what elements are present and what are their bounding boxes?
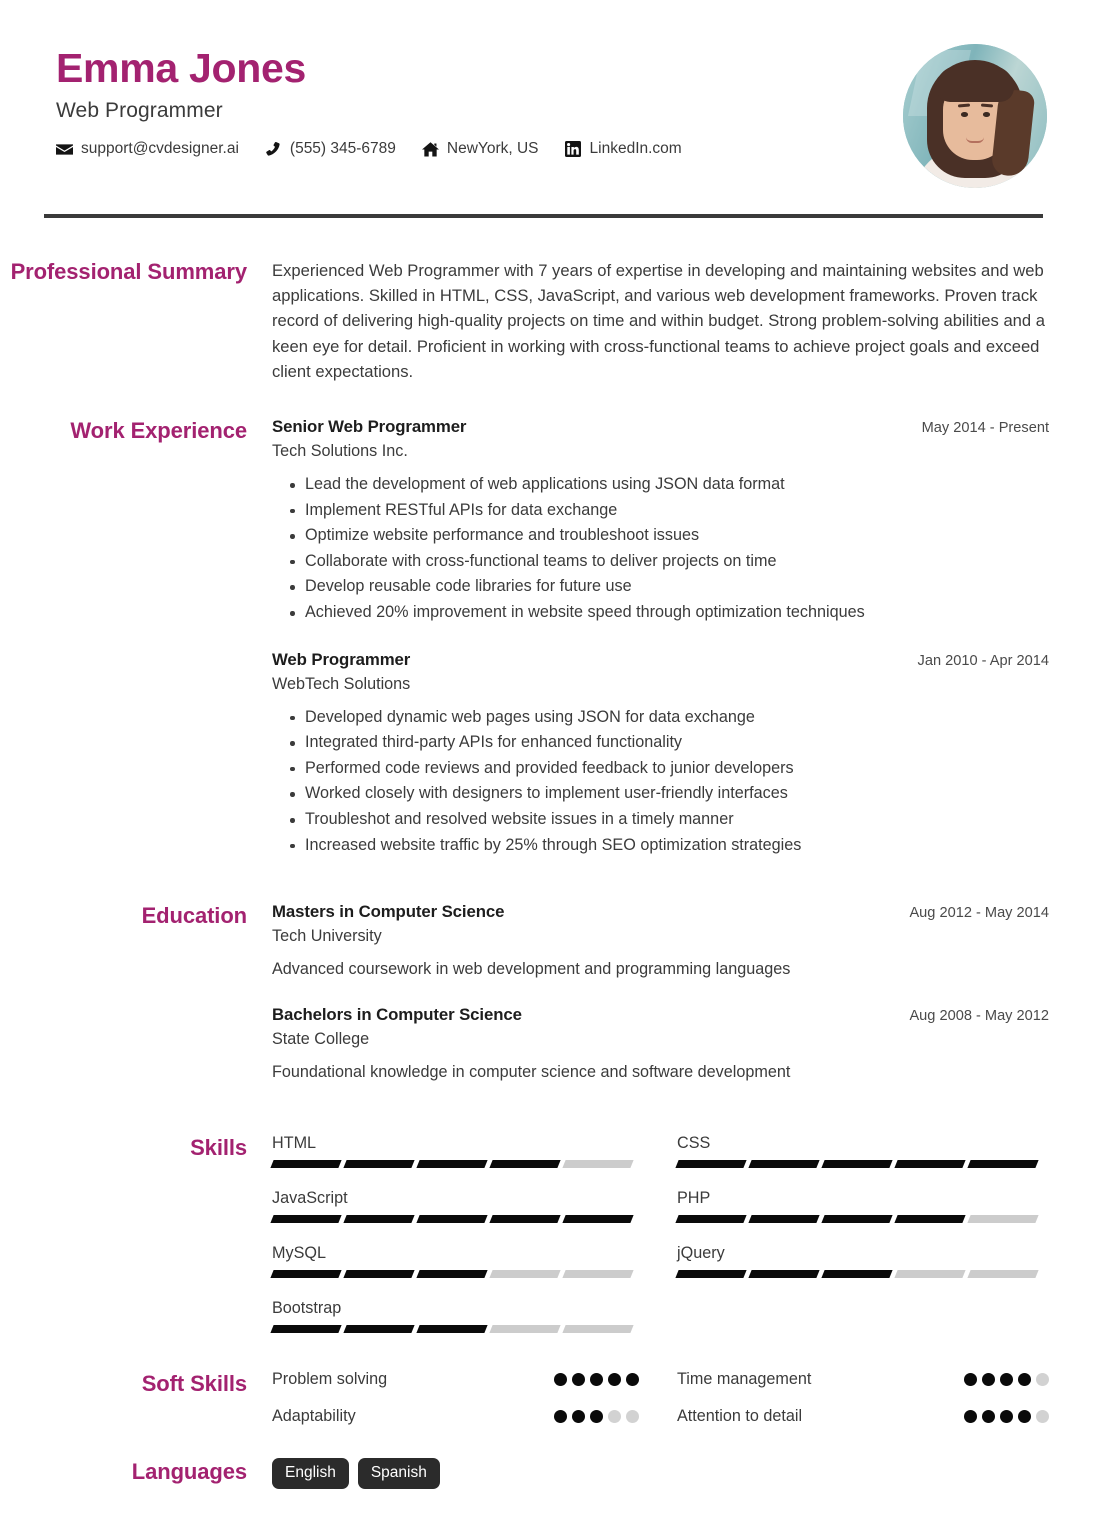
rating-dot: [964, 1410, 977, 1423]
page-title: Emma Jones: [56, 45, 306, 91]
work-bullet: Performed code reviews and provided feedback to junior developers: [305, 756, 1049, 782]
work-bullet: Integrated third-party APIs for enhanced functionality: [305, 730, 1049, 756]
rating-dot: [554, 1373, 567, 1386]
skill-level-segment: [343, 1160, 414, 1168]
work-bullet: Develop reusable code libraries for future use: [305, 574, 1049, 600]
education-note: Foundational knowledge in computer science and software development: [272, 1063, 791, 1082]
rating-dot: [590, 1410, 603, 1423]
skill-level-segment: [562, 1325, 633, 1333]
skill-level-segment: [270, 1215, 341, 1223]
education-entry: [272, 902, 1049, 979]
skill-level-segment: [489, 1215, 560, 1223]
contact-location[interactable]: [422, 140, 539, 158]
soft-skill-rating: [964, 1410, 1049, 1423]
work-bullet: Troubleshot and resolved website issues in a timely manner: [305, 807, 1049, 833]
language-chip: English: [272, 1458, 349, 1489]
skill-level-bar: [272, 1160, 632, 1168]
work-bullet: Achieved 20% improvement in website speed through optimization techniques: [305, 600, 1049, 626]
education-institution: Tech University: [272, 927, 382, 946]
education-date: Aug 2012 - May 2014: [909, 905, 1049, 922]
skill-level-segment: [562, 1160, 633, 1168]
profile-photo: [903, 44, 1047, 188]
education-entry: [272, 1005, 1049, 1082]
work-bullets: [272, 705, 1049, 859]
education-entry-head: [272, 1005, 1049, 1025]
skill-item: [272, 1244, 637, 1278]
skill-level-segment: [748, 1270, 819, 1278]
skill-level-bar: [677, 1270, 1037, 1278]
rating-dot: [590, 1373, 603, 1386]
work-body: [247, 417, 1049, 858]
skill-name: JavaScript: [272, 1189, 348, 1208]
skill-level-bar: [272, 1325, 632, 1333]
soft-skill-rating: [554, 1373, 639, 1386]
skill-level-segment: [675, 1160, 746, 1168]
skill-level-segment: [748, 1215, 819, 1223]
soft-skill-rating: [554, 1410, 639, 1423]
section-title-languages: Languages: [131, 1459, 247, 1485]
section-title-work: Work Experience: [70, 418, 247, 444]
skill-name: Bootstrap: [272, 1299, 342, 1318]
skill-name: MySQL: [272, 1244, 326, 1263]
language-chip: Spanish: [358, 1458, 440, 1489]
section-title-summary: Professional Summary: [10, 259, 247, 284]
rating-dot: [572, 1373, 585, 1386]
skill-level-segment: [270, 1270, 341, 1278]
skills-grid: [272, 1134, 1049, 1354]
rating-dot: [1036, 1373, 1049, 1386]
skill-item: [272, 1189, 637, 1223]
skill-level-segment: [416, 1325, 487, 1333]
education-body: [247, 902, 1049, 1082]
contact-email-label: support@cvdesigner.ai: [81, 140, 239, 158]
skill-name: PHP: [677, 1189, 711, 1208]
section-title-soft-skills: Soft Skills: [141, 1371, 247, 1397]
skill-level-segment: [967, 1215, 1038, 1223]
skill-level-segment: [967, 1160, 1038, 1168]
summary-text: Experienced Web Programmer with 7 years of expertise in developing and maintaining websites and web applications. Skilled in HTML, CSS, JavaScript, and various web development frameworks. Proven track record of delivering high-quality projects on time and within budget. Strong problem-solving abilities and a keen eye for detail. Proficient in working with cross-functional teams to achieve project goals and exceed client expectations.: [272, 261, 1045, 381]
section-languages: [0, 1458, 1049, 1489]
skill-level-segment: [343, 1325, 414, 1333]
contact-linkedin-label: LinkedIn.com: [589, 140, 682, 158]
work-bullets: [272, 472, 1049, 626]
skill-name: jQuery: [677, 1244, 725, 1263]
soft-skills-grid: [272, 1370, 1049, 1426]
section-title-skills: Skills: [190, 1135, 247, 1161]
skill-level-segment: [894, 1270, 965, 1278]
skill-level-segment: [675, 1270, 746, 1278]
education-degree: Bachelors in Computer Science: [272, 1005, 522, 1025]
soft-skill-item: [272, 1407, 677, 1426]
skill-item: [272, 1134, 637, 1168]
skill-level-segment: [416, 1270, 487, 1278]
rating-dot: [608, 1373, 621, 1386]
linkedin-icon: [565, 141, 582, 158]
skill-level-bar: [677, 1215, 1037, 1223]
skill-level-bar: [677, 1160, 1037, 1168]
rating-dot: [554, 1410, 567, 1423]
avatar: [903, 44, 1047, 188]
work-entry: [272, 417, 1049, 626]
header-divider: [44, 214, 1043, 218]
resume-body: [0, 258, 1095, 1489]
contact-phone[interactable]: [265, 140, 396, 158]
work-organization: WebTech Solutions: [272, 674, 411, 693]
rating-dot: [1000, 1410, 1013, 1423]
language-chip-row: [272, 1458, 1049, 1489]
skill-item: [272, 1299, 637, 1333]
section-work-experience: [0, 417, 1049, 858]
work-bullet: Developed dynamic web pages using JSON for data exchange: [305, 705, 1049, 731]
education-institution: State College: [272, 1030, 370, 1049]
skill-level-segment: [894, 1160, 965, 1168]
skill-name: CSS: [677, 1134, 711, 1153]
work-bullet: Optimize website performance and troubleshoot issues: [305, 523, 1049, 549]
education-date: Aug 2008 - May 2012: [909, 1008, 1049, 1025]
section-soft-skills: [0, 1370, 1049, 1426]
rating-dot: [608, 1410, 621, 1423]
work-organization: Tech Solutions Inc.: [272, 442, 408, 461]
section-title-education: Education: [141, 903, 247, 929]
skill-level-segment: [821, 1160, 892, 1168]
skill-level-segment: [416, 1160, 487, 1168]
soft-skill-name: Attention to detail: [677, 1407, 803, 1426]
skill-item: [677, 1189, 1049, 1223]
rating-dot: [626, 1410, 639, 1423]
summary-body: [247, 258, 1049, 384]
work-role: Web Programmer: [272, 649, 411, 669]
skill-level-segment: [489, 1160, 560, 1168]
rating-dot: [964, 1373, 977, 1386]
rating-dot: [982, 1373, 995, 1386]
work-bullet: Worked closely with designers to implement user-friendly interfaces: [305, 781, 1049, 807]
rating-dot: [1000, 1373, 1013, 1386]
header-identity: [56, 44, 903, 158]
envelope-icon: [56, 141, 73, 158]
work-date: Jan 2010 - Apr 2014: [917, 652, 1049, 669]
skill-level-segment: [562, 1215, 633, 1223]
rating-dot: [1018, 1410, 1031, 1423]
work-bullet: Increased website traffic by 25% through SEO optimization strategies: [305, 833, 1049, 859]
phone-icon: [265, 141, 282, 158]
work-entry: [272, 650, 1049, 859]
soft-skill-item: [677, 1370, 1049, 1389]
skill-level-segment: [562, 1270, 633, 1278]
contact-linkedin[interactable]: [565, 140, 682, 158]
contact-location-label: NewYork, US: [446, 140, 539, 158]
section-professional-summary: [0, 258, 1049, 384]
home-icon: [422, 141, 439, 158]
skill-level-segment: [489, 1325, 560, 1333]
skill-level-segment: [270, 1160, 341, 1168]
skill-level-bar: [272, 1215, 632, 1223]
soft-skill-item: [272, 1370, 677, 1389]
rating-dot: [1036, 1410, 1049, 1423]
languages-body: [247, 1458, 1049, 1489]
resume-header: [0, 0, 1095, 188]
education-degree: Masters in Computer Science: [272, 902, 505, 922]
education-note: Advanced coursework in web development and programming languages: [272, 960, 791, 979]
work-bullet: Implement RESTful APIs for data exchange: [305, 498, 1049, 524]
skill-name: HTML: [272, 1134, 317, 1153]
skill-level-segment: [416, 1215, 487, 1223]
work-entry-head: [272, 650, 1049, 670]
rating-dot: [572, 1410, 585, 1423]
section-education: [0, 902, 1049, 1082]
work-entry-head: [272, 417, 1049, 437]
rating-dot: [1018, 1373, 1031, 1386]
soft-skill-name: Adaptability: [272, 1407, 356, 1426]
skill-level-segment: [894, 1215, 965, 1223]
soft-skill-item: [677, 1407, 1049, 1426]
skill-level-segment: [821, 1270, 892, 1278]
work-bullet: Collaborate with cross-functional teams to deliver projects on time: [305, 549, 1049, 575]
contact-list: [56, 140, 903, 158]
contact-email[interactable]: [56, 140, 239, 158]
soft-skills-body: [247, 1370, 1049, 1426]
skill-item: [677, 1244, 1049, 1278]
job-title: Web Programmer: [56, 99, 223, 123]
skill-level-bar: [272, 1270, 632, 1278]
skill-level-segment: [675, 1215, 746, 1223]
section-skills: [0, 1134, 1049, 1354]
soft-skill-name: Time management: [677, 1370, 812, 1389]
contact-phone-label: (555) 345-6789: [289, 140, 396, 158]
skills-body: [247, 1134, 1049, 1354]
work-role: Senior Web Programmer: [272, 417, 467, 437]
skill-item: [677, 1134, 1049, 1168]
skill-level-segment: [748, 1160, 819, 1168]
skill-level-segment: [489, 1270, 560, 1278]
skill-level-segment: [343, 1215, 414, 1223]
rating-dot: [982, 1410, 995, 1423]
education-entry-head: [272, 902, 1049, 922]
soft-skill-name: Problem solving: [272, 1370, 388, 1389]
skill-level-segment: [270, 1325, 341, 1333]
skill-level-segment: [821, 1215, 892, 1223]
work-bullet: Lead the development of web applications using JSON data format: [305, 472, 1049, 498]
rating-dot: [626, 1373, 639, 1386]
work-date: May 2014 - Present: [921, 420, 1049, 437]
skill-level-segment: [967, 1270, 1038, 1278]
skill-level-segment: [343, 1270, 414, 1278]
soft-skill-rating: [964, 1373, 1049, 1386]
